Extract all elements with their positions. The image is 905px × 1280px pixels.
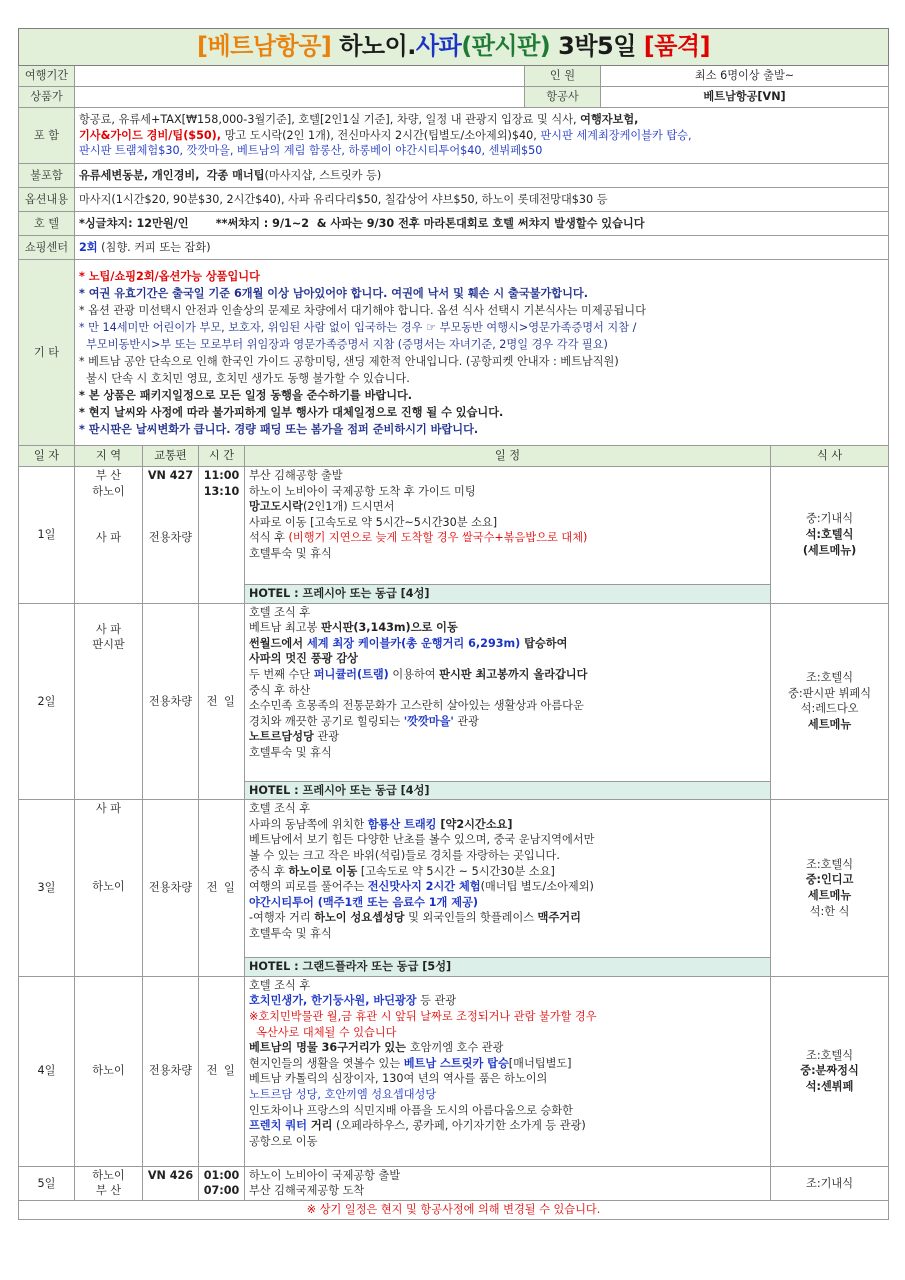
shopping-value: 2회 (침향. 커피 또는 잡화) (75, 236, 889, 260)
time-cell: 전 일 (199, 800, 245, 977)
page-title (19, 29, 889, 66)
people-label: 인 원 (525, 66, 601, 87)
meal-cell: 조:호텔식 중:분짜정식 석:센뷔페 (771, 976, 889, 1166)
period-value (75, 66, 525, 87)
itinerary-page (18, 28, 888, 1220)
region-cell: 사 파 하노이 (75, 800, 143, 977)
header-meal: 식 사 (771, 446, 889, 467)
itinerary-cell: 호텔 조식 후 호치민생가, 한기둥사원, 바딘광장 등 관광 ※호치민박물관 월,금 휴관 시 앞뒤 날짜로 조정되거나 관람 불가할 경우 옥산사로 대체될 수 있습니다 베트남의 명물 36구거리가 있는 호암끼엠 호수 관광 현지인들의 생활을 엿볼수 있는 베트남 스트릿카 탑승[매너팁별도] 베트남 카톨릭의 심장이자, 130여 년의 역사를 품은 하노이의 노트르담 성당, 호안끼엠 성요셉대성당 인도차이나 프랑스의 식민지배 아픔을 도시의 아름다움으로 승화한 프렌치 쿼터 거리 (오페라하우스, 콩카페, 아기자기한 소가게 등 관광) 공항으로 이동 (245, 976, 771, 1166)
hotel-line: HOTEL : 프레시아 또는 동급 [4성] (245, 781, 771, 800)
title-grade: [품격] (643, 32, 711, 61)
day-row (19, 800, 889, 958)
region-cell: 부 산 하노이 사 파 (75, 467, 143, 604)
people-value: 최소 6명이상 출발~ (601, 66, 889, 87)
meal-cell: 조:기내식 (771, 1166, 889, 1200)
title-route-hanoi: 하노이. (339, 32, 416, 61)
meal-cell: 중:기내식 석:호텔식 (세트메뉴) (771, 467, 889, 604)
transport-cell: 전용차량 (143, 603, 199, 800)
option-value: 마사지(1시간$20, 90분$30, 2시간$40), 사파 유리다리$50, 칠갑상어 샤브$50, 하노이 롯데전망대$30 등 (75, 188, 889, 212)
schedule-header (19, 446, 889, 467)
header-region: 지 역 (75, 446, 143, 467)
day-row (19, 467, 889, 585)
time-cell: 01:00 07:00 (199, 1166, 245, 1200)
day-label: 1일 (19, 467, 75, 604)
meal-cell: 조:호텔식 중:판시판 뷔페식 석:레드다오 세트메뉴 (771, 603, 889, 800)
title-duration: 3박5일 (558, 32, 636, 61)
etc-label: 기 타 (19, 260, 75, 446)
shopping-label: 쇼핑센터 (19, 236, 75, 260)
day-label: 2일 (19, 603, 75, 800)
hotel-value: *싱글챠지: 12만원/인 **써챠지 : 9/1~2 & 사파는 9/30 전후 마라톤대회로 호텔 써챠지 발생할수 있습니다 (75, 212, 889, 236)
exclude-label: 불포함 (19, 164, 75, 188)
price-value (75, 87, 525, 108)
transport-cell: VN 427 전용차량 (143, 467, 199, 604)
header-itinerary: 일 정 (245, 446, 771, 467)
day-row (19, 1166, 889, 1200)
include-value: 항공료, 유류세+TAX[₩158,000-3월기준], 호텔[2인1실 기준], 차량, 일정 내 관광지 입장료 및 식사, 여행자보험, 기사&가이드 경비/팁($50), 망고 도시락(2인 1개), 전신마사지 2시간(팁별도/소아제외)$40, 판시판 세계최장케이블카 탑승, 판시판 트램체험$30, 깟깟마을, 베트남의 계림 함롱산, 하롱베이 야간시티투어$40, 센뷔페$50 (75, 108, 889, 164)
day-label: 4일 (19, 976, 75, 1166)
period-label: 여행기간 (19, 66, 75, 87)
include-label: 포 함 (19, 108, 75, 164)
time-cell: 11:00 13:10 (199, 467, 245, 604)
exclude-value: 유류세변동분, 개인경비, 각종 매너팁(마사지샵, 스트릿카 등) (75, 164, 889, 188)
airline-label: 항공사 (525, 87, 601, 108)
option-label: 옵션내용 (19, 188, 75, 212)
itinerary-cell: 호텔 조식 후 베트남 최고봉 판시판(3,143m)으로 이동 썬월드에서 세계 최장 케이블카(총 운행거리 6,293m) 탑승하여 사파의 멋진 풍광 감상 두 번째 수단 퍼니큘러(트램) 이용하여 판시판 최고봉까지 올라갑니다 중식 후 하산 소수민족 흐몽족의 전통문화가 고스란히 살아있는 생활상과 아름다운 경치와 깨끗한 공기로 힐링되는 '깟깟마을' 관광 노트르담성당 관광 호텔투숙 및 휴식 (245, 603, 771, 781)
airline-value: 베트남항공[VN] (601, 87, 889, 108)
day-label: 5일 (19, 1166, 75, 1200)
hotel-line: HOTEL : 프레시아 또는 동급 [4성] (245, 585, 771, 604)
region-cell: 사 파 판시판 (75, 603, 143, 800)
day-label: 3일 (19, 800, 75, 977)
day-row (19, 976, 889, 1166)
itinerary-cell: 하노이 노비아이 국제공항 출발 부산 김해국제공항 도착 (245, 1166, 771, 1200)
header-day: 일 자 (19, 446, 75, 467)
region-cell: 하노이 부 산 (75, 1166, 143, 1200)
transport-cell: 전용차량 (143, 800, 199, 977)
transport-cell: VN 426 (143, 1166, 199, 1200)
etc-notes: * 노팁/쇼핑2회/옵션가능 상품입니다 * 여권 유효기간은 출국일 기준 6개월 이상 남아있어야 합니다. 여권에 낙서 및 훼손 시 출국불가합니다. * 옵션 관광 미선택시 안전과 인솔상의 문제로 차량에서 대기해야 합니다. 옵션 식사 선택시 기본식사는 미제공됩니다 * 만 14세미만 어린이가 부모, 보호자, 위임된 사람 없이 입국하는 경우 ☞ 부모동반 여행시>영문가족증명서 지참 / 부모비동반시>부 또는 모로부터 위임장과 영문가족증명서 지참 (증명서는 자녀기준, 2명일 경우 각각 필요) * 베트남 공안 단속으로 인해 한국인 가이드 공항미팅, 샌딩 제한적 안내입니다. (공항피켓 안내자 : 베트남직원) 불시 단속 시 호치민 영묘, 호치민 생가도 동행 불가할 수 있습니다. * 본 상품은 패키지일정으로 모든 일정 동행을 준수하기를 바랍니다. * 현지 날씨와 사정에 따라 불가피하게 일부 행사가 대체일정으로 진행 될 수 있습니다. * 판시판은 날씨변화가 큽니다. 경량 패딩 또는 봄가을 점퍼 준비하시기 바랍니다. (75, 260, 889, 446)
header-transport: 교통편 (143, 446, 199, 467)
itinerary-cell: 호텔 조식 후 사파의 동남쪽에 위치한 함룡산 트래킹 [약2시간소요] 베트남에서 보기 힘든 다양한 난초를 볼수 있으며, 중국 운남지역에서만 볼 수 있는 크고 작은 바위(석림)들로 경치를 자랑하는 곳입니다. 중식 후 하노이로 이동 [고속도로 약 5시간 ~ 5시간30분 소요] 여행의 피로를 풀어주는 전신맛사지 2시간 체험(매너팁 별도/소아제외) 야간시티투어 (맥주1캔 또는 음료수 1개 제공) -여행자 거리 하노이 성요셉성당 및 외국인들의 핫플레이스 맥주거리 호텔투숙 및 휴식 (245, 800, 771, 958)
title-airline: [베트남항공] (197, 32, 332, 61)
title-route-sapa: 사파 (415, 32, 462, 61)
title-route-fansipan: (판시판) (461, 32, 551, 61)
itinerary-table (18, 28, 889, 1220)
hotel-line: HOTEL : 그랜드플라자 또는 동급 [5성] (245, 958, 771, 977)
itinerary-cell: 부산 김해공항 출발 하노이 노비아이 국제공항 도착 후 가이드 미팅 망고도시락(2인1개) 드시면서 사파로 이동 [고속도로 약 5시간~5시간30분 소요] 석식 후 (비행기 지연으로 늦게 도착할 경우 쌀국수+볶음밥으로 대체) 호텔투숙 및 휴식 (245, 467, 771, 585)
time-cell: 전 일 (199, 976, 245, 1166)
day-row (19, 603, 889, 781)
price-label: 상품가 (19, 87, 75, 108)
region-cell: 하노이 (75, 976, 143, 1166)
time-cell: 전 일 (199, 603, 245, 800)
meal-cell: 조:호텔식 중:인디고 세트메뉴 석:한 식 (771, 800, 889, 977)
hotel-label: 호 텔 (19, 212, 75, 236)
transport-cell: 전용차량 (143, 976, 199, 1166)
header-time: 시 간 (199, 446, 245, 467)
footer-note: ※ 상기 일정은 현지 및 항공사정에 의해 변경될 수 있습니다. (19, 1200, 889, 1219)
